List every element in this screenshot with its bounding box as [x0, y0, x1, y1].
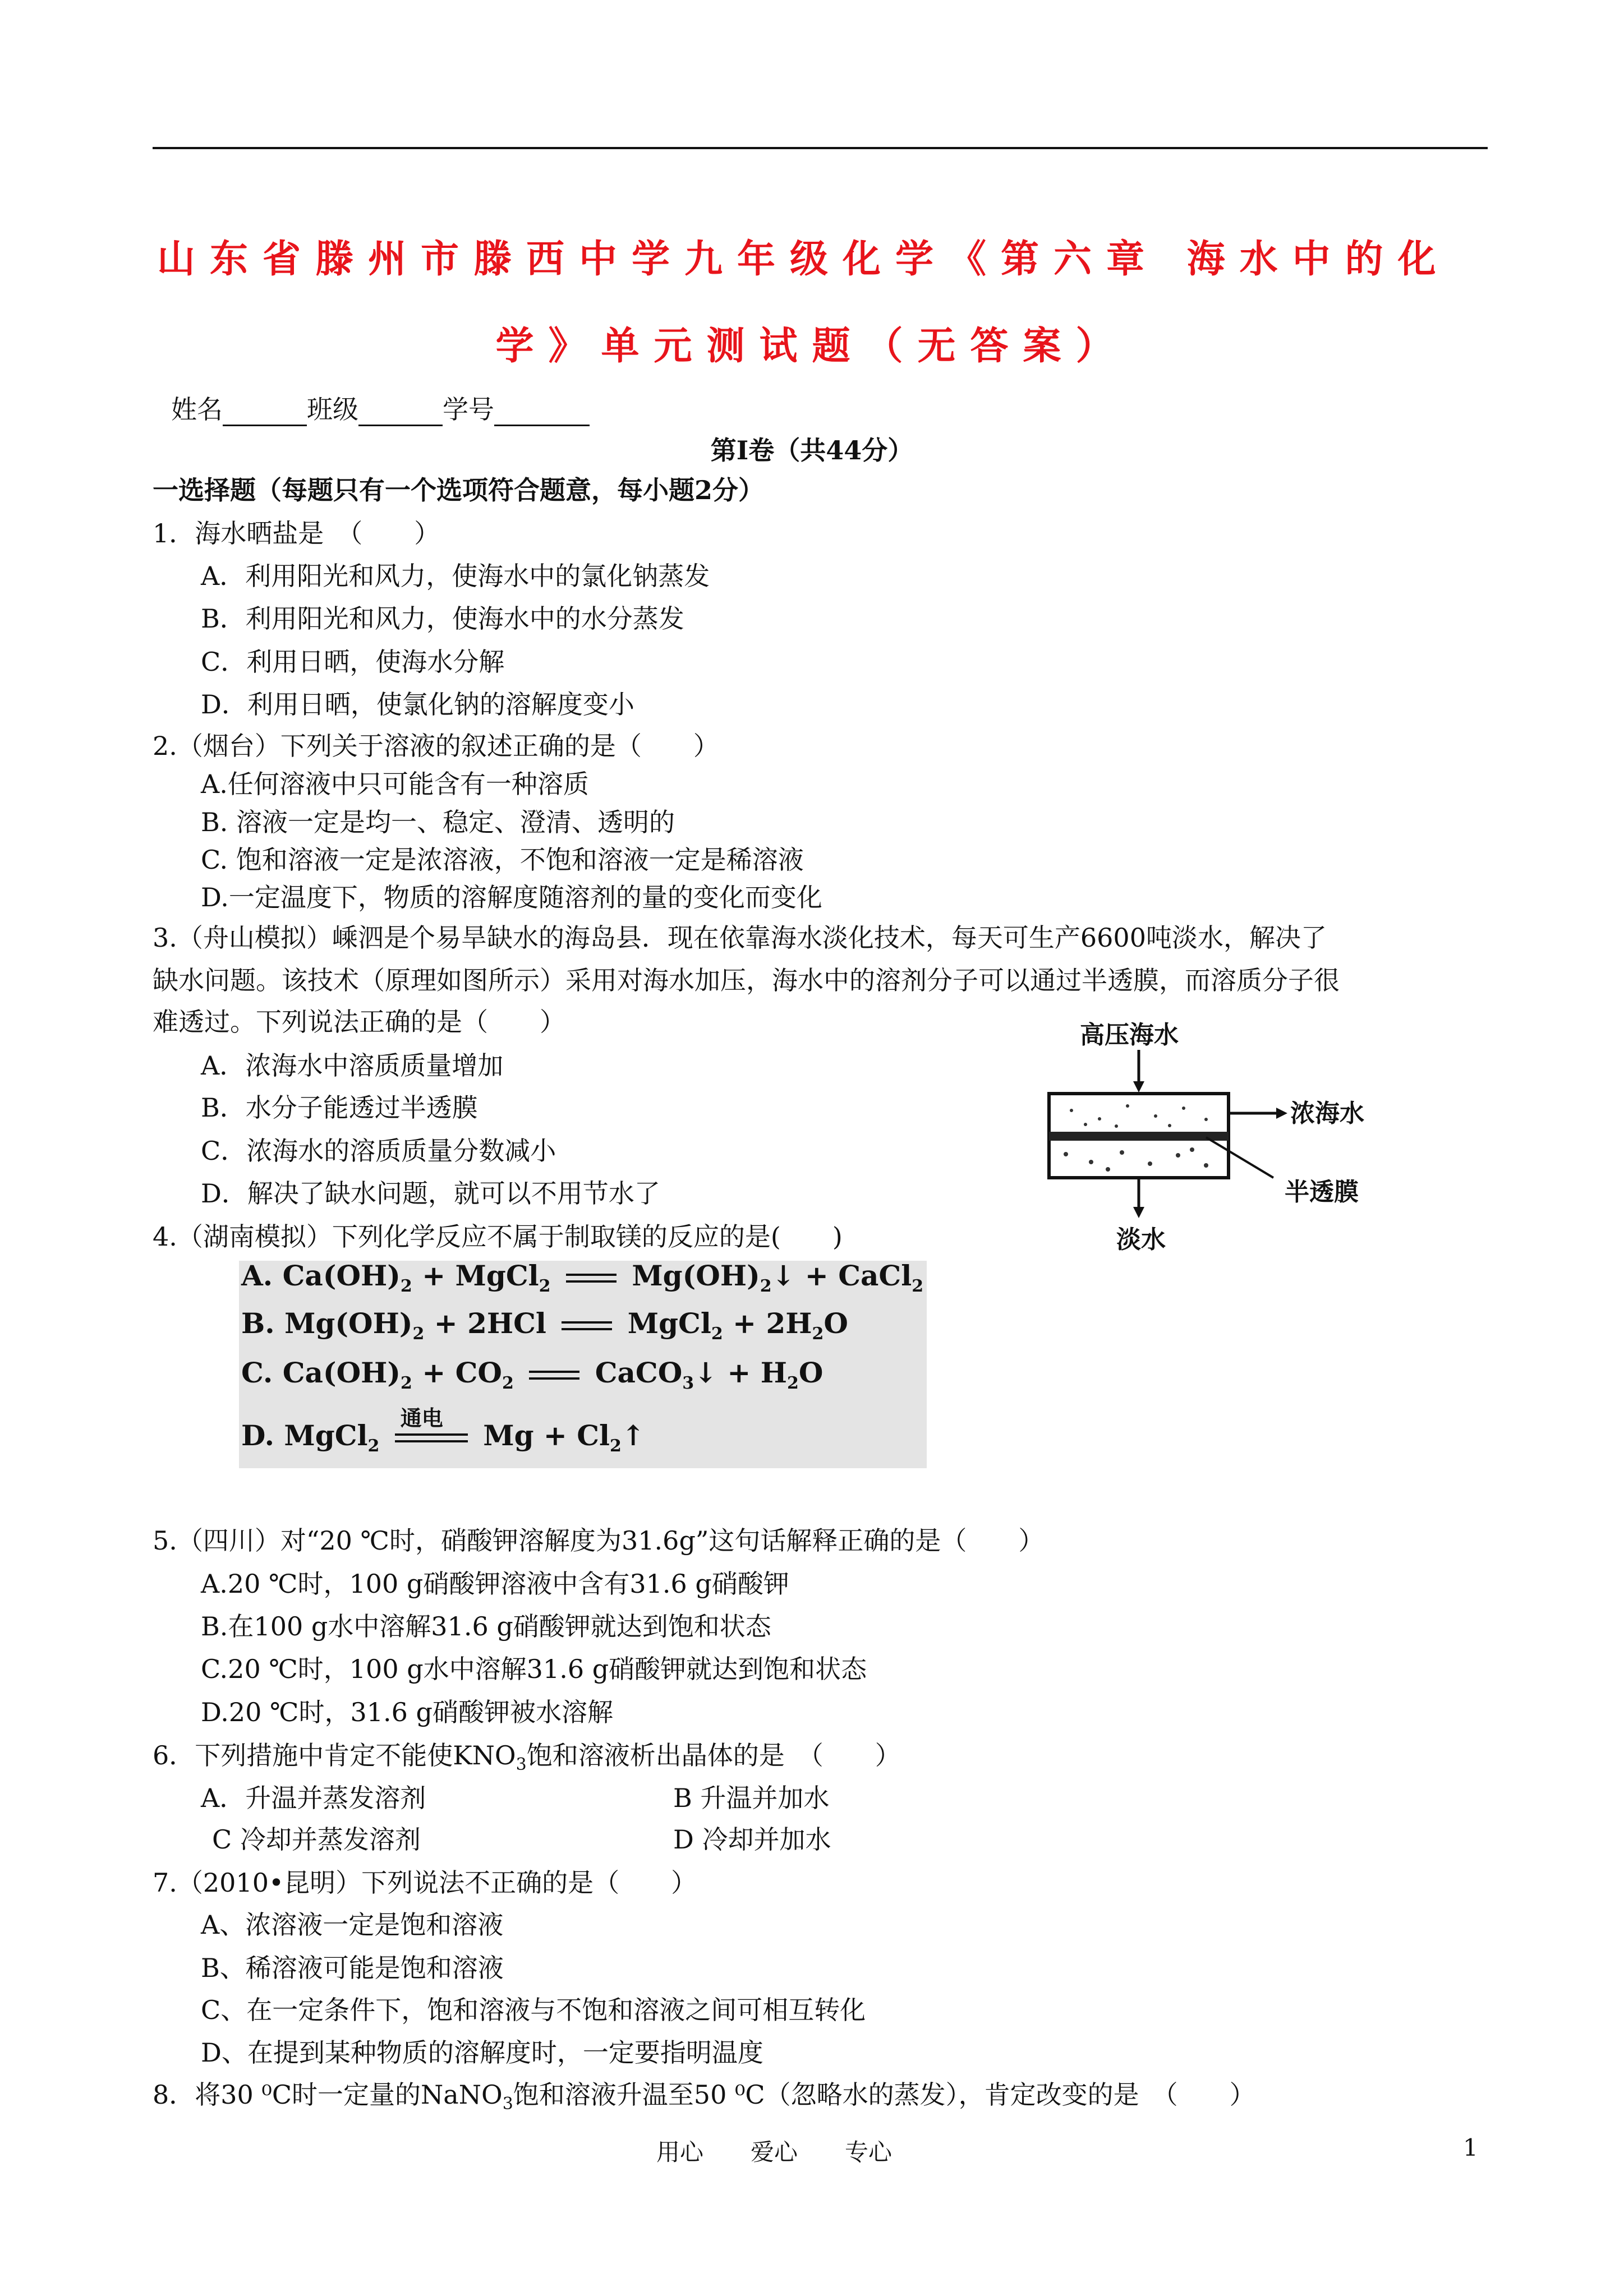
document-title-line1: 山东省滕州市滕西中学九年级化学《第六章 海水中的化 [157, 237, 1451, 282]
header-rule [153, 147, 1488, 149]
q4-option-b: B. $Mg(OH)_2 + 2HCl$ MgCl$_2$ + $2H_2O$ [241, 1307, 848, 1344]
q7-option-c: C、在一定条件下，饱和溶液与不饱和溶液之间可相互转化 [201, 1995, 866, 2025]
condition-label: 通电 [400, 1405, 443, 1431]
q1-option-b: B．利用阳光和风力，使海水中的水分蒸发 [201, 603, 684, 634]
q5-stem: 5.（四川）对“20 ℃时，硝酸钾溶解度为31.6g”这句话解释正确的是（ ） [153, 1525, 1045, 1556]
q3-option-c: C．浓海水的溶质质量分数减小 [201, 1136, 556, 1166]
q6-option-d: D 冷却并加水 [673, 1824, 831, 1855]
q5-option-b: B.在100 g水中溶解31.6 g硝酸钾就达到饱和状态 [201, 1611, 771, 1642]
id-blank[interactable] [494, 397, 590, 426]
q7-stem: 7.（2010•昆明）下列说法不正确的是（ ） [153, 1868, 697, 1898]
outflow-arrowhead [1276, 1108, 1287, 1119]
q4-stem: 4.（湖南模拟）下列化学反应不属于制取镁的反应的是( ) [153, 1221, 843, 1252]
q2-option-d: D.一定温度下，物质的溶解度随溶剂的量的变化而变化 [201, 882, 822, 912]
q2-option-c: C. 饱和溶液一定是浓溶液，不饱和溶液一定是稀溶液 [201, 845, 804, 875]
q1-option-c: C．利用日晒，使海水分解 [201, 647, 505, 677]
q3-stem-line2: 缺水问题。该技术（原理如图所示）采用对海水加压，海水中的溶剂分子可以通过半透膜，而溶质分子很 [153, 965, 1340, 995]
page-number: 1 [1463, 2134, 1478, 2161]
equals-sign [562, 1321, 612, 1330]
q2-option-a: A.任何溶液中只可能含有一种溶质 [201, 769, 589, 799]
part-title: 第Ⅰ卷（共44分） [710, 435, 914, 465]
student-info-line [171, 393, 590, 426]
q4-option-c: C. $Ca(OH)_2 + CO_2$ CaCO$_3$↓ + $H_2O$ [241, 1356, 823, 1393]
class-blank[interactable] [358, 397, 443, 426]
q1-option-a: A．利用阳光和风力，使海水中的氯化钠蒸发 [201, 561, 710, 591]
equals-sign [566, 1274, 617, 1283]
q3-option-d: D．解决了缺水问题，就可以不用节水了 [201, 1178, 660, 1209]
class-label: 班级 [307, 394, 358, 425]
q3-option-b: B．水分子能透过半透膜 [201, 1092, 478, 1123]
q3-option-a: A．浓海水中溶质质量增加 [201, 1050, 504, 1081]
semipermeable-membrane [1049, 1132, 1229, 1141]
label-concentrated-seawater: 浓海水 [1290, 1099, 1364, 1128]
q2-stem: 2.（烟台）下列关于溶液的叙述正确的是（ ） [153, 731, 719, 761]
id-label: 学号 [443, 394, 494, 425]
q6-option-a: A．升温并蒸发溶剂 [201, 1783, 426, 1813]
q4-option-a: A. $Ca(OH)_2$ + MgCl$_2$ $Mg(OH)_2↓$ + CaCl$_2$ [241, 1259, 924, 1296]
membrane-pointer [1206, 1137, 1273, 1178]
q5-option-d: D.20 ℃时，31.6 g硝酸钾被水溶解 [201, 1697, 613, 1727]
q6-option-b: B 升温并加水 [673, 1783, 830, 1813]
electrolysis-equals [395, 1405, 468, 1442]
q1-option-d: D．利用日晒，使氯化钠的溶解度变小 [201, 689, 634, 720]
footer-motto: 用心 爱心 专心 [656, 2138, 892, 2166]
label-membrane: 半透膜 [1285, 1178, 1359, 1206]
q5-option-a: A.20 ℃时，100 g硝酸钾溶液中含有31.6 g硝酸钾 [201, 1569, 789, 1599]
q8-stem: 8．将30 ⁰C时一定量的NaNO$_3$饱和溶液升温至50 ⁰C（忽略水的蒸发），肯定改变的是 （ ） [153, 2080, 1255, 2114]
q5-option-c: C.20 ℃时，100 g水中溶解31.6 g硝酸钾就达到饱和状态 [201, 1654, 867, 1684]
q7-option-a: A、浓溶液一定是饱和溶液 [201, 1910, 504, 1940]
q1-stem: 1．海水晒盐是 （ ） [153, 518, 440, 548]
q7-option-b: B、稀溶液可能是饱和溶液 [201, 1953, 504, 1983]
q4-option-d: D. MgCl$_2$ 通电 $Mg + Cl_2↑$ [241, 1419, 645, 1456]
q2-option-b: B. 溶液一定是均一、稳定、澄清、透明的 [201, 807, 675, 837]
q3-stem-line3: 难透过。下列说法正确的是（ ） [153, 1007, 565, 1037]
equals-sign [529, 1371, 579, 1380]
q6-stem: 6．下列措施中肯定不能使$KNO_3$饱和溶液析出晶体的是 （ ） [153, 1740, 901, 1775]
name-label: 姓名 [171, 394, 223, 425]
q6-option-c: C 冷却并蒸发溶剂 [212, 1824, 421, 1855]
desalination-diagram [1038, 1009, 1430, 1267]
section-heading: 一选择题（每题只有一个选项符合题意，每小题2分） [153, 475, 765, 505]
q7-option-d: D、在提到某种物质的溶解度时，一定要指明温度 [201, 2037, 763, 2068]
label-fresh-water: 淡水 [1116, 1225, 1166, 1254]
inflow-arrowhead [1133, 1081, 1144, 1092]
name-blank[interactable] [223, 397, 307, 426]
q3-stem-line1: 3.（舟山模拟）嵊泗是个易旱缺水的海岛县．现在依靠海水淡化技术，每天可生产6600吨淡水，解决了 [153, 923, 1327, 953]
document-title-line2: 学》单元测试题（无答案） [495, 324, 1129, 368]
label-high-pressure-seawater: 高压海水 [1080, 1021, 1179, 1049]
freshwater-arrowhead [1133, 1207, 1144, 1218]
